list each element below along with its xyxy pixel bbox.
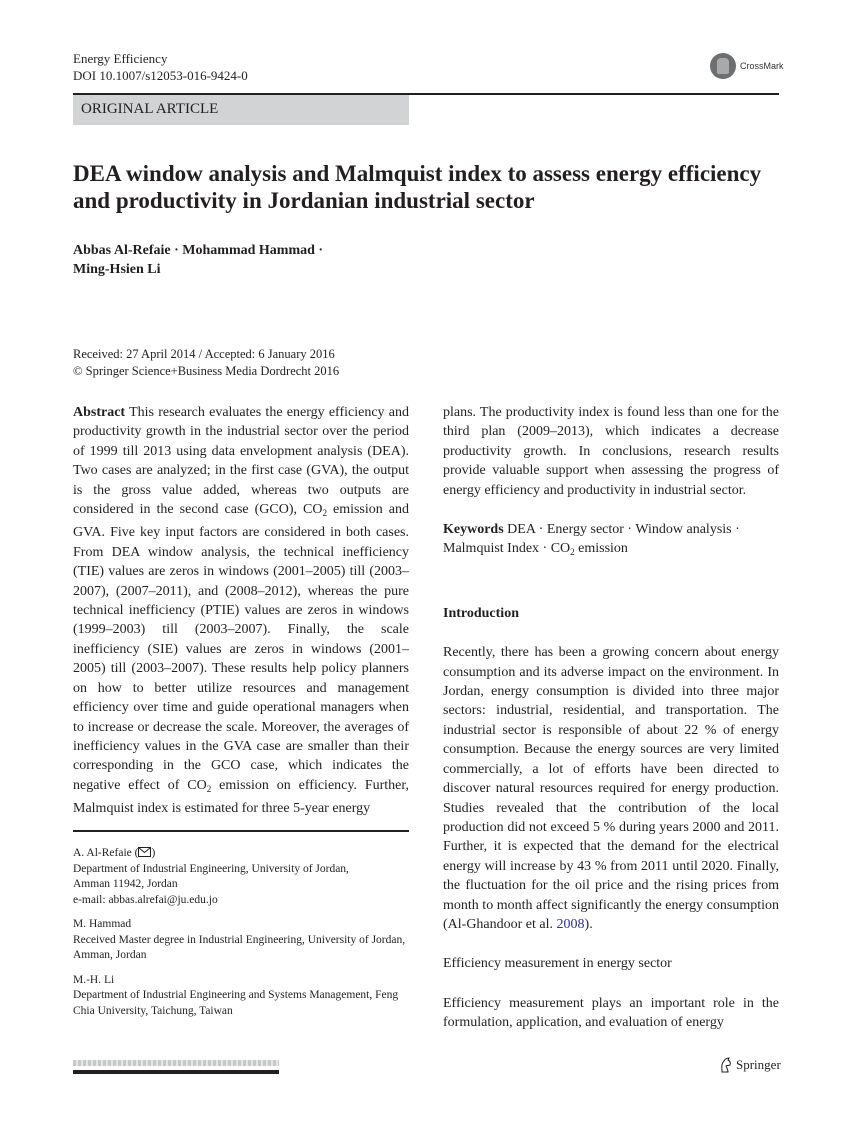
keywords-tail: emission — [574, 541, 628, 557]
authors-line-2[interactable]: Ming-Hsien Li — [73, 262, 161, 277]
affiliation-2 — [73, 917, 409, 964]
affiliation-line: Amman 11942, Jordan — [73, 878, 178, 890]
affiliation-line: Received Master degree in Industrial Engineering, University of Jordan, Amman, Jordan — [73, 933, 406, 961]
subsection-heading: Efficiency measurement in energy sector — [443, 956, 672, 972]
envelope-icon[interactable] — [138, 847, 151, 857]
crossmark-icon — [710, 53, 736, 79]
abstract-continued: plans. The productivity index is found less than one for the third plan (2009–2013), which indicates a decrease productivity growth. In conclusions, research results provide valuable support when assessing the progress of energy efficiency and productivity in industrial sector. — [443, 405, 779, 498]
affiliation-rule — [73, 830, 409, 832]
received-accepted: Received: 27 April 2014 / Accepted: 6 January 2016 — [73, 347, 335, 361]
springer-logo — [719, 1057, 781, 1073]
introduction-paragraph — [443, 643, 779, 934]
right-column — [443, 403, 779, 1033]
crossmark-badge[interactable] — [710, 53, 784, 79]
abstract-text-1: This research evaluates the energy efficiency and productivity growth in the industrial sector over the period of 1999 till 2013 using data envelopment analysis (DEA). Two cases are analyzed; in the first case (GVA), the output is the gross value added, whereas two outputs are considered in the second case (GCO), CO — [73, 405, 410, 518]
affiliation-name: M.-H. Li — [73, 973, 115, 986]
abstract-column — [73, 403, 409, 819]
article-title: DEA window analysis and Malmquist index to assess energy efficiency and productivity in Jordanian industrial sector — [73, 161, 762, 213]
keywords-label: Keywords — [443, 522, 504, 538]
author-list — [73, 241, 779, 279]
affiliations — [73, 846, 409, 1028]
crossmark-label: CrossMark — [740, 61, 784, 71]
abstract-sub-2: 2 — [206, 783, 212, 794]
affiliation-1: A. Al-Refaie ( ) Department of Industrial Engineering, University of Jordan, Amman 11942, Jordan e-mail: abbas.alrefai@ju.edu.jo — [73, 846, 409, 908]
affiliation-name: A. Al-Refaie — [73, 847, 132, 859]
article-type-banner: ORIGINAL ARTICLE — [73, 95, 409, 125]
keywords-text: DEA · Energy sector · Window analysis · Malmquist Index · CO — [443, 522, 740, 557]
abstract-label: Abstract — [73, 405, 126, 420]
article-dates — [73, 346, 339, 380]
abstract-text-2: emission and GVA. Five key input factors are considered in both cases. From DEA window analysis, the technical inefficiency (TIE) values are zeros in windows (2001–2005) till (2003–2007), (2007–2011), and (2008–2012), whereas the pure technical inefficiency (PTIE) values are zeros in windows (1999–2003) till (2003–2007). Finally, the scale inefficiency (SIE) values are zeros in windows (2001–2005) till (2003–2007). These results help policy planners on how to better utilize resources and management efficiency over time and guide operational managers when to increase or decrease the scale. Moreover, the averages of inefficiency values in the GVA case are smaller than their corresponding in the GCO case, which indicates the negative effect of CO — [73, 502, 409, 793]
keywords-sub: 2 — [570, 547, 575, 558]
abstract-text-3: emission on efficiency. Further, Malmquist index is estimated for three 5-year energy — [73, 777, 409, 817]
publisher-name: Springer — [736, 1057, 781, 1072]
affiliation-line: Department of Industrial Engineering and Systems Management, Feng Chia University, Taichung, Taiwan — [73, 989, 399, 1017]
introduction-heading: Introduction — [443, 605, 519, 621]
efficiency-paragraph: Efficiency measurement plays an important role in the formulation, application, and evaluation of energy — [443, 995, 779, 1031]
intro-text: Recently, there has been a growing concern about energy consumption and its adverse impact on the environment. In Jordan, energy consumption is divided into three major sectors: industrial, residential, and transportation. The industrial sector is responsible of about 22 % of energy consumption. Because the energy sources are very limited commercially, a lot of efforts have been directed to discover natural resources required for energy production. Studies revealed that the contribution of the local production did not exceed 5 % during years 2000 and 2011. Further, it is expected that the demand for the electrical energy will increase by 43 % from 2011 until 2020. Finally, the fluctuation for the oil price and the rising prices from month to month affect significantly the energy consumption (Al-Ghandoor et al. — [443, 645, 779, 932]
abstract — [73, 403, 409, 819]
footer-decoration — [73, 1060, 279, 1066]
footer-rule — [73, 1070, 279, 1074]
affiliation-name: M. Hammad — [73, 918, 132, 930]
journal-header — [73, 50, 248, 84]
citation-link[interactable]: 2008 — [556, 916, 585, 932]
keywords — [443, 520, 779, 563]
authors-line-1[interactable]: Abbas Al-Refaie · Mohammad Hammad · — [73, 243, 324, 258]
affiliation-3 — [73, 973, 409, 1020]
journal-name: Energy Efficiency — [73, 51, 168, 66]
abstract-sub-1: 2 — [322, 508, 327, 519]
intro-text-end: ). — [584, 916, 593, 932]
doi[interactable]: DOI 10.1007/s12053-016-9424-0 — [73, 68, 248, 83]
affiliation-email[interactable]: e-mail: abbas.alrefai@ju.edu.jo — [73, 893, 218, 906]
copyright: © Springer Science+Business Media Dordrecht 2016 — [73, 364, 340, 378]
springer-horse-icon — [719, 1057, 733, 1073]
affiliation-line: Department of Industrial Engineering, University of Jordan, — [73, 862, 349, 875]
